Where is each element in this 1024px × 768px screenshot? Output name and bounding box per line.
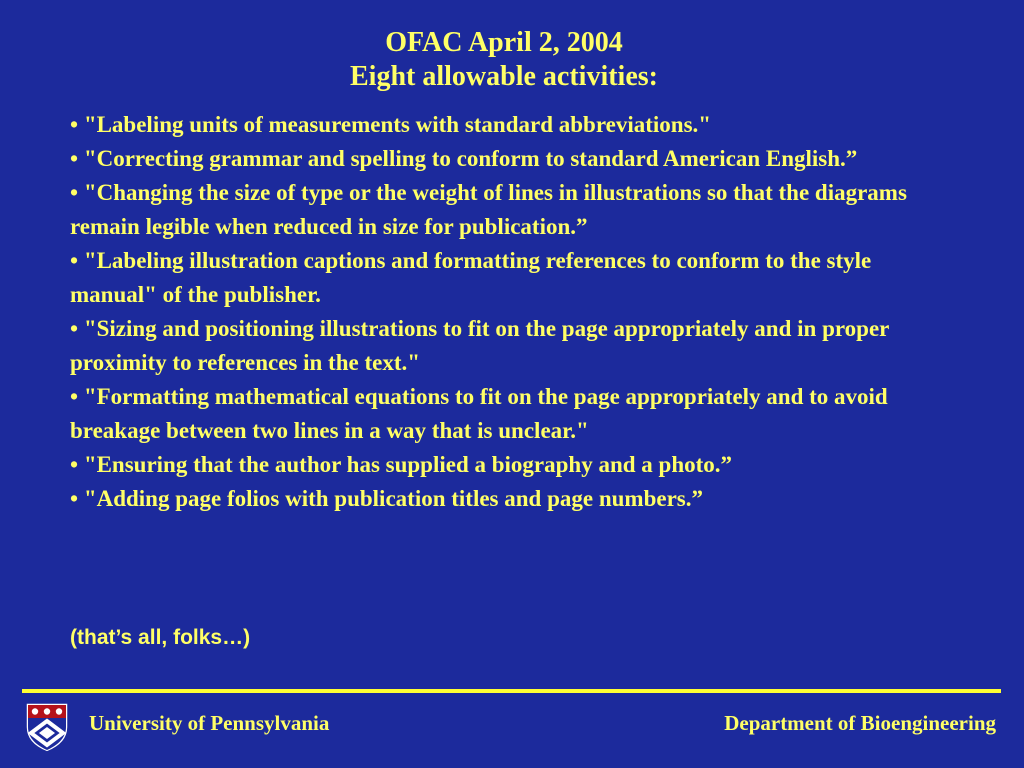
activities-list	[70, 108, 950, 516]
list-item: • "Ensuring that the author has supplied a biography and a photo.”	[70, 448, 950, 482]
list-item: • "Sizing and positioning illustrations to fit on the page appropriately and in proper proximity to references in the text."	[70, 312, 950, 380]
list-item: • "Changing the size of type or the weight of lines in illustrations so that the diagrams remain legible when reduced in size for publication.”	[70, 176, 950, 244]
list-item: • "Labeling units of measurements with standard abbreviations."	[70, 108, 950, 142]
footer-divider	[22, 689, 1001, 693]
footer-department: Department of Bioengineering	[724, 711, 996, 735]
slide-title	[0, 26, 1008, 94]
penn-shield-icon	[24, 701, 70, 753]
list-item: • "Labeling illustration captions and formatting references to conform to the style manual" of the publisher.	[70, 244, 950, 312]
title-subtitle-line: Eight allowable activities:	[350, 61, 658, 92]
list-item: • "Correcting grammar and spelling to conform to standard American English.”	[70, 142, 950, 176]
footer-university: University of Pennsylvania	[89, 711, 330, 735]
list-item: • "Formatting mathematical equations to fit on the page appropriately and to avoid breakage between two lines in a way that is unclear."	[70, 380, 950, 448]
closing-remark: (that’s all, folks…)	[70, 626, 251, 649]
list-item: • "Adding page folios with publication titles and page numbers.”	[70, 482, 950, 516]
title-date-line: OFAC April 2, 2004	[385, 27, 623, 58]
